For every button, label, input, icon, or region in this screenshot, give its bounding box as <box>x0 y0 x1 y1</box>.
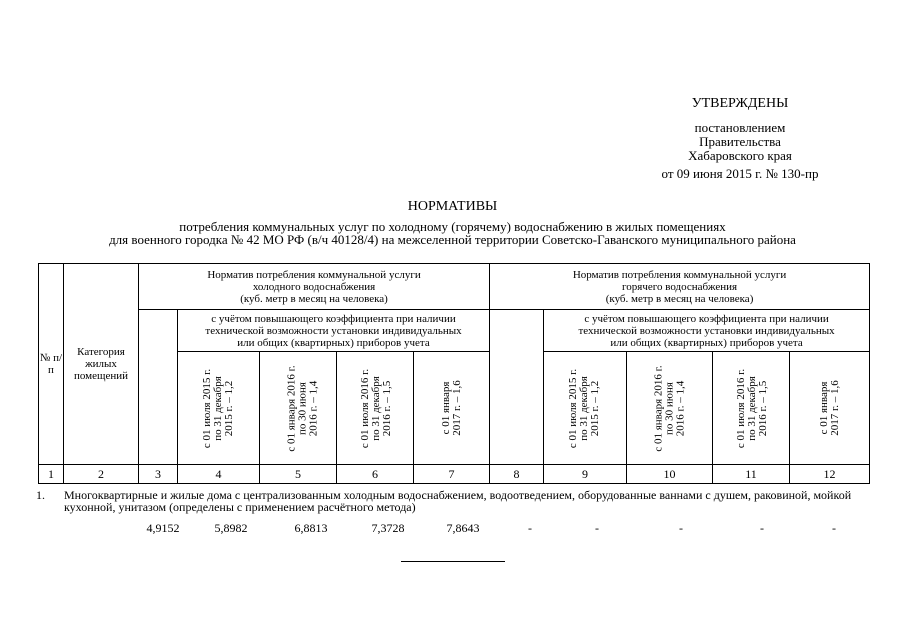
col-num-header-text: № п/п <box>39 352 63 376</box>
period-line: 2016 г. – 1,5 <box>381 380 394 436</box>
period-line: с 01 июля 2016 г. <box>735 368 748 448</box>
coef-subheader-line: технической возможности установки индивидуальных <box>578 324 835 337</box>
period-header-cold-3 <box>337 352 414 465</box>
value-cell: - <box>760 521 764 535</box>
document-subtitle-line: потребления коммунальных услуг по холодному (горячему) водоснабжению в жилых помещениях <box>179 219 726 234</box>
column-number: 10 <box>627 465 713 484</box>
coef-subheader-line: технической возможности установки индивидуальных <box>205 324 462 337</box>
hot-water-group-header <box>490 264 870 310</box>
period-line: с 01 июля 2015 г. <box>567 368 580 448</box>
value-cell: - <box>528 521 532 535</box>
period-line: по 31 декабря <box>578 375 591 441</box>
approval-line: от 09 июня 2015 г. № 130-пр <box>661 166 819 181</box>
column-number: 12 <box>790 465 870 484</box>
column-number: 4 <box>178 465 260 484</box>
column-number-row <box>39 465 870 484</box>
footer-divider <box>401 561 505 562</box>
cold-water-group-header <box>139 264 490 310</box>
period-line: 2015 г. – 1,2 <box>589 380 602 436</box>
column-number: 8 <box>490 465 544 484</box>
hot-group-line: Норматив потребления коммунальной услуги <box>572 268 787 281</box>
value-cell: 7,3728 <box>371 521 405 535</box>
document-subtitle-line: для военного городка № 42 МО РФ (в/ч 40128/4) на межселенной территории Советско-Гаванского муниципального района <box>109 232 796 247</box>
period-line: по 30 июня <box>663 381 676 435</box>
period-line: по 31 декабря <box>370 375 383 441</box>
approval-block <box>640 97 840 181</box>
period-line: по 31 декабря <box>211 375 224 441</box>
col-category-header-text: Категория жилых помещений <box>73 346 129 382</box>
period-header-cold-2 <box>260 352 337 465</box>
period-line: 2016 г. – 1,4 <box>674 380 687 436</box>
coef-subheader-line: с учётом повышающего коэффициента при наличии <box>211 312 456 325</box>
value-cell: 5,8982 <box>214 521 248 535</box>
period-header-cold-4 <box>414 352 490 465</box>
period-header-cold-1 <box>178 352 260 465</box>
period-line: по 30 июня <box>296 381 309 435</box>
norms-table <box>38 263 870 484</box>
document-title: НОРМАТИВЫ <box>407 199 498 214</box>
value-cell: - <box>832 521 836 535</box>
period-line: 2016 г. – 1,4 <box>307 380 320 436</box>
cold-base-column-header <box>139 310 178 465</box>
period-line: с 01 января <box>439 381 452 435</box>
approval-line: Правительства <box>699 134 781 149</box>
hot-coef-subheader <box>544 310 870 352</box>
period-header-hot-1 <box>544 352 627 465</box>
column-number: 3 <box>139 465 178 484</box>
section-description: Многоквартирные и жилые дома с централизованным холодным водоснабжением, водоотведением, оборудованные ваннами с душем, раковиной, мойкой кухонной, унитазом (определены с применением расчётного метода) <box>64 488 852 514</box>
cold-group-line: холодного водоснабжения <box>252 280 376 293</box>
column-number: 11 <box>713 465 790 484</box>
cold-group-line: (куб. метр в месяц на человека) <box>240 292 388 305</box>
approval-line: Хабаровского края <box>688 148 792 163</box>
column-number: 9 <box>544 465 627 484</box>
period-line: с 01 июля 2016 г. <box>359 368 372 448</box>
value-cell: 4,9152 <box>146 521 180 535</box>
value-cell: - <box>679 521 683 535</box>
period-line: 2015 г. – 1,2 <box>222 380 235 436</box>
column-number: 1 <box>39 465 64 484</box>
column-number: 7 <box>414 465 490 484</box>
value-cell: - <box>595 521 599 535</box>
period-header-hot-2 <box>627 352 713 465</box>
coef-subheader-line: с учётом повышающего коэффициента при наличии <box>584 312 829 325</box>
column-number: 2 <box>64 465 139 484</box>
period-header-hot-3 <box>713 352 790 465</box>
value-cell: 6,8813 <box>294 521 328 535</box>
period-line: 2016 г. – 1,5 <box>757 380 770 436</box>
section-number: 1. <box>36 488 45 502</box>
period-line: с 01 января 2016 г. <box>652 364 665 452</box>
column-number: 5 <box>260 465 337 484</box>
period-header-hot-4 <box>790 352 870 465</box>
hot-group-line: (куб. метр в месяц на человека) <box>605 292 754 305</box>
period-line: 2017 г. – 1,6 <box>828 380 841 436</box>
period-line: 2017 г. – 1,6 <box>450 380 463 436</box>
col-category-header <box>64 264 139 465</box>
period-line: по 31 декабря <box>746 375 759 441</box>
period-line: с 01 июля 2015 г. <box>200 368 213 448</box>
coef-subheader-line: или общих (квартирных) приборов учета <box>237 336 430 349</box>
cold-group-line: Норматив потребления коммунальной услуги <box>207 268 421 281</box>
approval-line: постановлением <box>694 120 786 135</box>
hot-base-column-header <box>490 310 544 465</box>
section-1 <box>36 489 866 513</box>
period-line: с 01 января <box>817 381 830 435</box>
period-line: с 01 января 2016 г. <box>285 364 298 452</box>
approval-heading: УТВЕРЖДЕНЫ <box>691 96 789 111</box>
coef-subheader-line: или общих (квартирных) приборов учета <box>610 336 803 349</box>
col-num-header <box>39 264 64 465</box>
column-number: 6 <box>337 465 414 484</box>
value-cell: 7,8643 <box>446 521 480 535</box>
cold-coef-subheader <box>178 310 490 352</box>
hot-group-line: горячего водоснабжения <box>622 280 738 293</box>
